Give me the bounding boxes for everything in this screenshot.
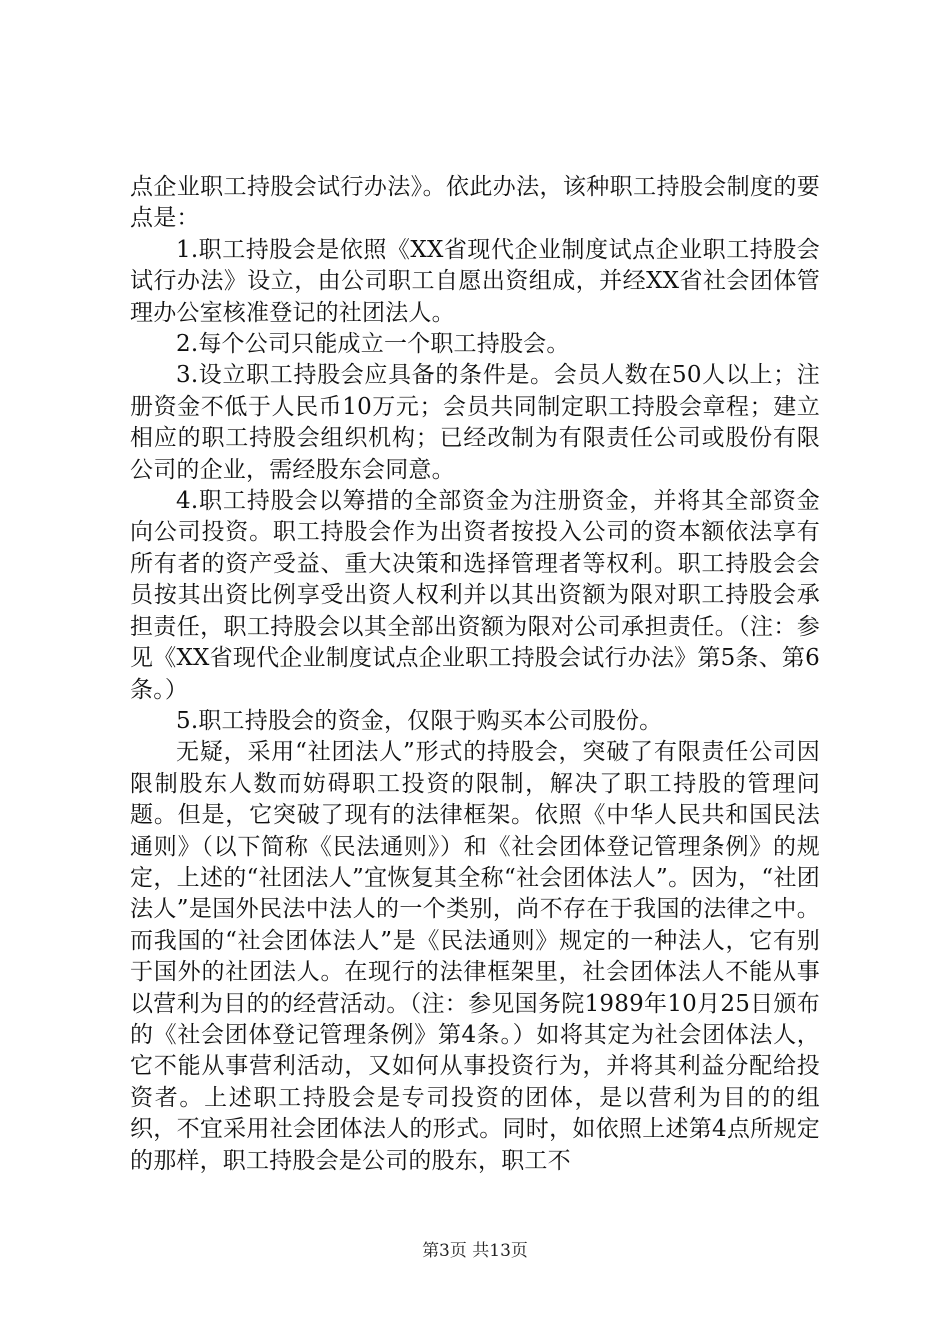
document-body — [130, 172, 820, 1177]
paragraph-point-2: 2.每个公司只能成立一个职工持股会。 — [176, 331, 570, 358]
page-footer — [0, 1240, 950, 1262]
paragraph-point-1: 1.职工持股会是依照《XX省现代企业制度试点企业职工持股会试行办法》设立，由公司职工自愿出资组成，并经XX省社会团体管理办公室核准登记的社团法人。 — [130, 236, 820, 326]
paragraph-analysis: 无疑，采用“社团法人”形式的持股会，突破了有限责任公司因限制股东人数而妨碍职工投资的限制，解决了职工持股的管理问题。但是，它突破了现有的法律框架。依照《中华人民共和国民法通则》（以下简称《民法通则》）和《社会团体登记管理条例》的规定，上述的“社团法人”宜恢复其全称“社会团体法人”。因为，“社团法人”是国外民法中法人的一个类别，尚不存在于我国的法律之中。而我国的“社会团体法人”是《民法通则》规定的一种法人，它有别于国外的社团法人。在现行的法律框架里，社会团体法人不能从事以营利为目的的经营活动。（注：参见国务院1989年10月25日颁布的《社会团体登记管理条例》第4条。）如将其定为社会团体法人，它不能从事营利活动，又如何从事投资行为，并将其利益分配给投资者。上述职工持股会是专司投资的团体，是以营利为目的的组织，不宜采用社会团体法人的形式。同时，如依照上述第4点所规定的那样，职工持股会是公司的股东，职工不 — [130, 739, 820, 1174]
page-number: 第3页 共13页 — [422, 1241, 528, 1261]
paragraph-point-5: 5.职工持股会的资金，仅限于购买本公司股份。 — [176, 707, 663, 734]
paragraph-continuation: 点企业职工持股会试行办法》。依此办法，该种职工持股会制度的要点是： — [130, 174, 820, 232]
paragraph-point-4: 4.职工持股会以筹措的全部资金为注册资金，并将其全部资金向公司投资。职工持股会作为出资者按投入公司的资本额依法享有所有者的资产受益、重大决策和选择管理者等权利。职工持股会会员按其出资比例享受出资人权利并以其出资额为限对职工持股会承担责任，职工持股会以其全部出资额为限对公司承担责任。（注：参见《XX省现代企业制度试点企业职工持股会试行办法》第5条、第6条。） — [130, 488, 820, 703]
paragraph-point-3: 3.设立职工持股会应具备的条件是。会员人数在50人以上；注册资金不低于人民币10万元；会员共同制定职工持股会章程；建立相应的职工持股会组织机构；已经改制为有限责任公司或股份有限公司的企业，需经股东会同意。 — [130, 362, 820, 483]
